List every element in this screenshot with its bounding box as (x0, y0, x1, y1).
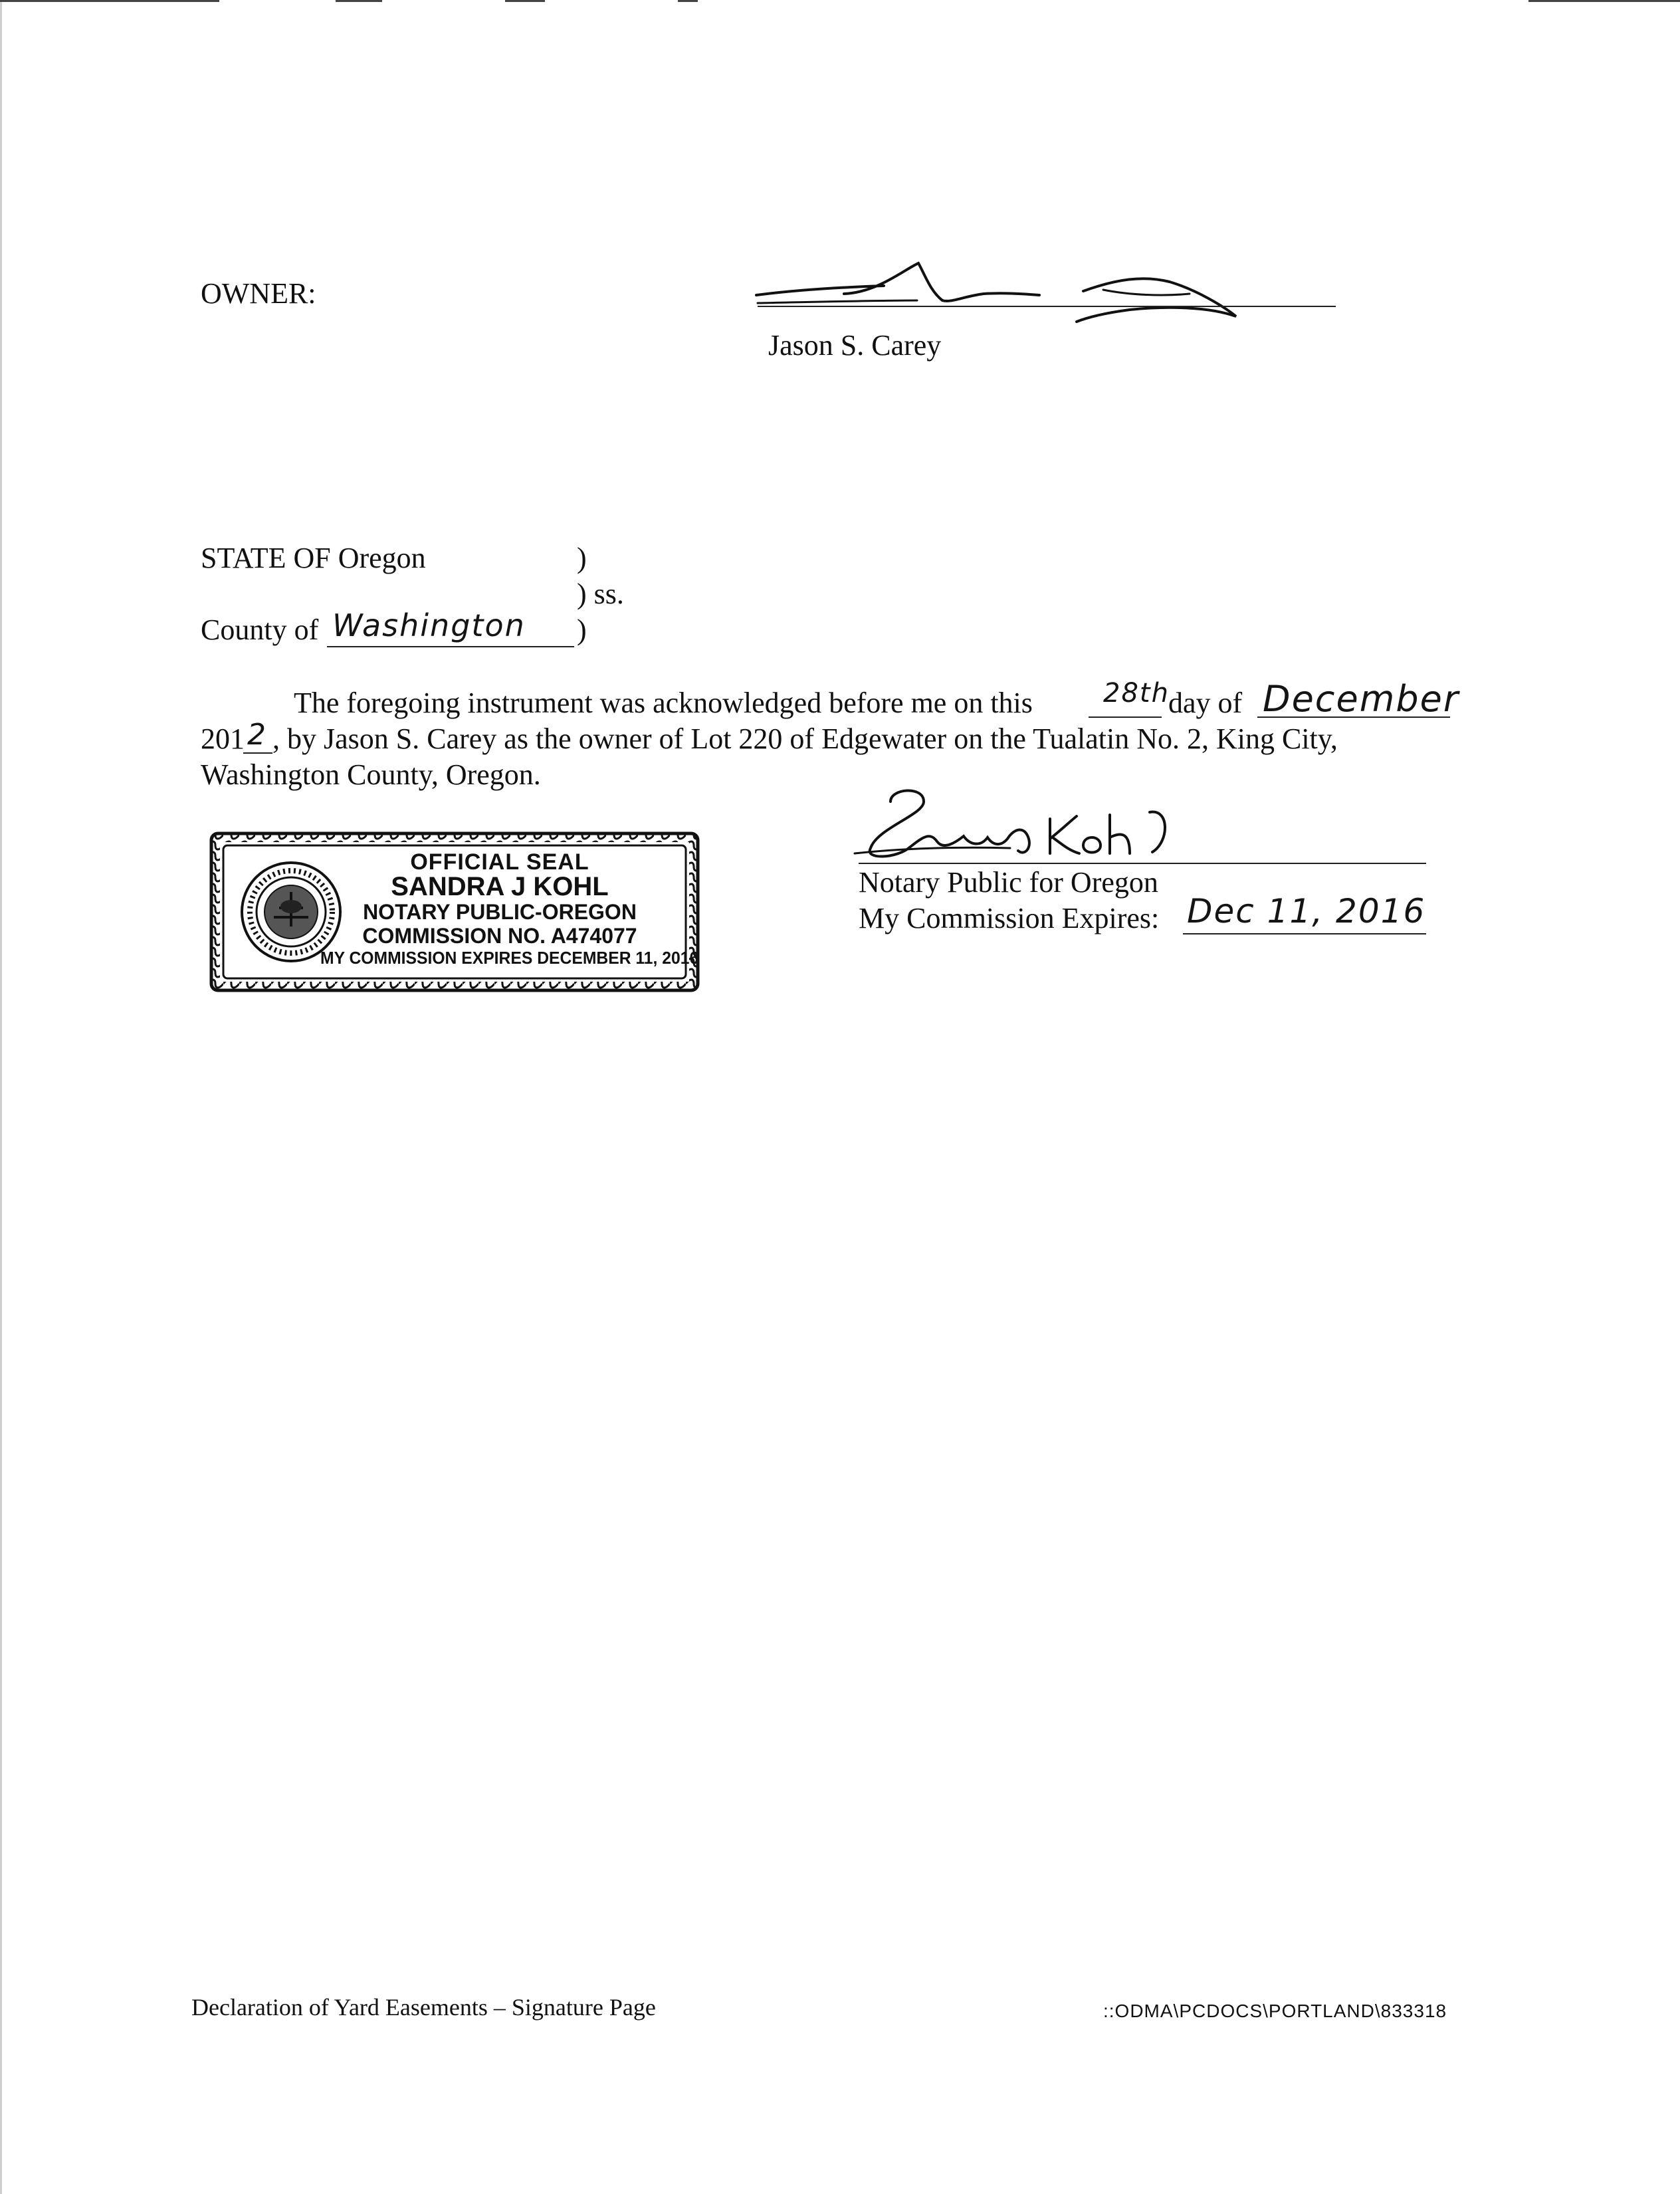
seal-line-name: SANDRA J KOHL (391, 872, 609, 901)
commission-expires-underline (1183, 933, 1426, 934)
seal-line-expires: MY COMMISSION EXPIRES DECEMBER 11, 2016 (320, 948, 699, 968)
seal-line-commission: COMMISSION NO. A474077 (362, 924, 637, 948)
commission-expires-value: Dec 11, 2016 (1187, 892, 1426, 931)
ack-month-underline (1257, 716, 1450, 718)
ack-text-2: day of (1168, 687, 1243, 719)
owner-label: OWNER: (201, 277, 316, 310)
venue-paren: ) (577, 542, 587, 574)
ack-text-4: Washington County, Oregon. (201, 758, 541, 791)
seal-line-official: OFFICIAL SEAL (410, 849, 589, 875)
ack-day-value: 28th (1103, 678, 1170, 709)
ack-year-digit: 2 (247, 718, 267, 752)
scan-top-mark (0, 0, 219, 2)
venue-paren: ) (577, 613, 587, 646)
ack-year-prefix: 201 (201, 722, 245, 755)
ack-day-underline (1089, 716, 1162, 718)
notary-seal-stamp (207, 829, 702, 994)
scan-top-mark (505, 0, 545, 2)
county-value: Washington (332, 607, 526, 643)
owner-signature-line (758, 306, 1336, 307)
ack-text-3: , by Jason S. Carey as the owner of Lot 220 of Edgewater on the Tualatin No. 2, King City, (272, 722, 1338, 755)
owner-name: Jason S. Carey (768, 329, 942, 362)
footer-document-id: ::ODMA\PCDOCS\PORTLAND\833318 (1103, 2001, 1447, 2021)
ack-text-1: The foregoing instrument was acknowledged before me on this (294, 687, 1033, 719)
venue-paren-ss: ) ss. (577, 578, 624, 610)
seal-line-notary: NOTARY PUBLIC-OREGON (363, 900, 637, 924)
notary-signature (851, 782, 1236, 868)
footer-title: Declaration of Yard Easements – Signature Page (191, 1994, 656, 2021)
ack-year-underline (243, 752, 272, 754)
commission-expires-label: My Commission Expires: (859, 902, 1160, 934)
notary-title: Notary Public for Oregon (859, 866, 1158, 899)
state-line: STATE OF Oregon (201, 542, 426, 574)
scan-top-mark (1528, 0, 1680, 2)
county-label: County of (201, 613, 319, 646)
scan-left-edge (0, 0, 2, 2194)
county-underline (327, 646, 574, 647)
scan-top-mark (678, 0, 698, 2)
ack-month-value: December (1263, 678, 1460, 720)
scan-top-mark (336, 0, 382, 2)
notary-signature-line (859, 863, 1426, 864)
